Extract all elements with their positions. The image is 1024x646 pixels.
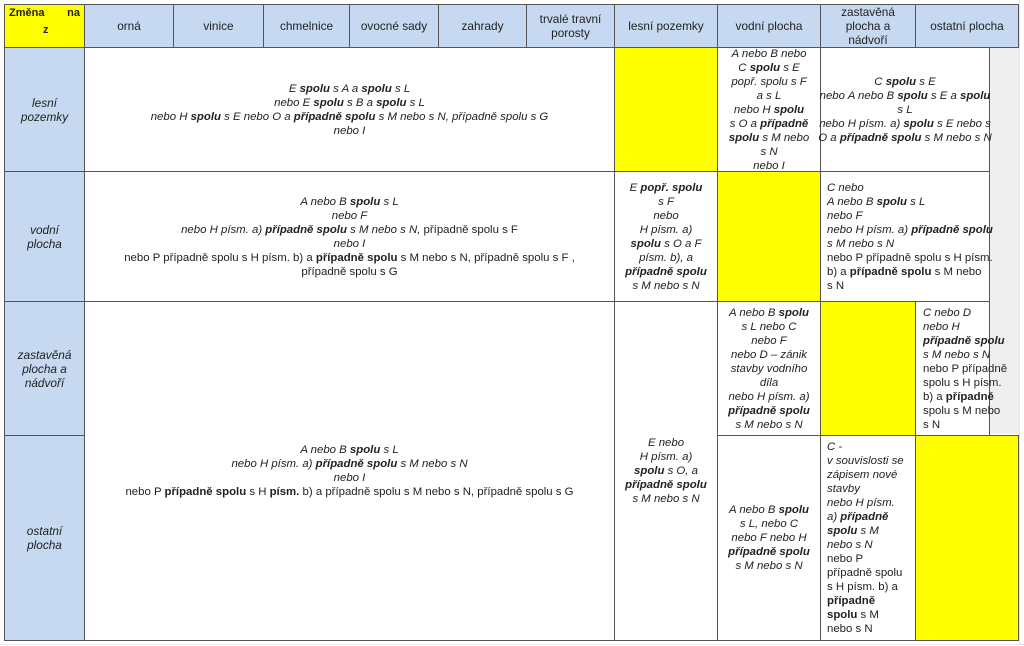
rule-text: C nebo D xyxy=(923,306,972,319)
rule-text: s O a F xyxy=(660,237,702,250)
rule-text: E xyxy=(629,181,641,194)
rule-text: případně xyxy=(945,390,994,403)
rule-line xyxy=(760,376,778,390)
rule-text: s M nebo s N xyxy=(735,560,803,572)
rule-text: s M nebo s N xyxy=(397,458,468,470)
column-header xyxy=(820,4,916,48)
rule-text: s O, a xyxy=(664,465,698,477)
rule-line xyxy=(827,622,873,636)
rule-text: zápisem nové xyxy=(827,469,898,481)
rule-text: s F xyxy=(658,195,674,208)
rule-text: spolu xyxy=(190,110,221,123)
rule-line xyxy=(827,440,842,454)
rule-text: spolu xyxy=(376,96,407,109)
rule-text: s M nebo s N xyxy=(921,131,992,144)
rule-line xyxy=(334,237,366,251)
rule-text: s N xyxy=(760,145,778,158)
rule-text: b) a případně spolu s M nebo s N, případně spolu s G xyxy=(299,486,574,498)
column-header-label: ovocné sady xyxy=(360,19,428,33)
rule-text: spolu xyxy=(749,61,781,74)
rule-text: spolu xyxy=(778,504,809,516)
rule-line xyxy=(818,131,991,145)
rule-text: s A a xyxy=(329,82,362,95)
rule-line xyxy=(639,251,693,265)
rule-line xyxy=(648,436,684,450)
rule-text: A nebo B nebo xyxy=(731,47,807,60)
rule-text: s B a xyxy=(343,96,377,109)
column-header xyxy=(526,4,615,48)
column-header-label: vinice xyxy=(203,19,234,33)
rule-text: nebo s N xyxy=(827,623,873,635)
rule-cell-water-to-built-other xyxy=(820,171,993,302)
rule-line xyxy=(124,251,575,265)
rule-text: s L, nebo C xyxy=(739,518,799,530)
rule-cell-built-to-other xyxy=(915,301,1008,436)
rule-text: případně spolu xyxy=(625,479,707,491)
rule-text: s N xyxy=(827,279,845,292)
rule-line xyxy=(923,404,1000,418)
rule-line xyxy=(731,348,807,362)
rule-text: v souvislosti se xyxy=(827,455,904,467)
rule-text: s L nebo C xyxy=(741,320,797,333)
rule-line xyxy=(738,61,799,75)
rule-text: nebo H xyxy=(733,103,774,116)
rule-text: s M xyxy=(857,609,879,621)
rule-line xyxy=(289,82,410,96)
rule-line xyxy=(827,608,879,622)
column-header-label: orná xyxy=(117,19,141,33)
rule-text: nebo xyxy=(653,209,679,222)
rule-text: popř. spolu xyxy=(640,181,703,194)
rule-line xyxy=(735,559,802,573)
rule-text: nebo H písm. a) xyxy=(728,390,810,403)
rule-text: b) a xyxy=(923,390,946,403)
rule-text: nebo I xyxy=(753,159,785,172)
rule-line xyxy=(653,209,678,223)
rule-line xyxy=(728,545,810,559)
rule-line xyxy=(923,334,1005,348)
rule-text: případně spolu xyxy=(839,131,922,144)
rule-line xyxy=(740,517,798,531)
rule-text: s E a xyxy=(927,89,960,102)
rule-text: s M nebo s N, případně spolu s F , xyxy=(397,251,575,264)
rule-text: s H písm. b) a xyxy=(827,581,898,593)
rule-text: nebo P xyxy=(125,486,165,498)
rule-cell-forest-to-built-other xyxy=(820,47,990,172)
rule-text: s H xyxy=(246,486,270,498)
rule-text: A nebo B xyxy=(729,504,779,516)
rule-text: s M xyxy=(857,525,879,537)
rule-text: stavby xyxy=(827,483,860,495)
rule-cell-forest-to-agricultural xyxy=(84,47,615,172)
rule-text: s M nebo s N xyxy=(827,237,895,250)
row-header xyxy=(4,47,85,172)
rule-line xyxy=(640,450,693,464)
rule-line xyxy=(730,117,809,131)
rule-line xyxy=(827,566,902,580)
rule-line xyxy=(729,131,809,145)
rule-line xyxy=(151,110,549,124)
rule-line xyxy=(729,306,809,320)
rule-text: nebo H písm. xyxy=(827,497,895,509)
rule-text: nebo H xyxy=(923,320,960,333)
rule-line xyxy=(640,223,693,237)
rule-line xyxy=(631,237,702,251)
rule-cell-other-to-water xyxy=(717,435,821,641)
rule-text: písm. xyxy=(269,486,300,498)
rule-line xyxy=(827,482,860,496)
rule-text: nebo I xyxy=(333,124,366,137)
rule-text: případně spolu xyxy=(849,265,932,278)
rule-text: spolu xyxy=(361,82,392,95)
rule-line xyxy=(827,580,898,594)
rule-line xyxy=(625,478,707,492)
column-header xyxy=(84,4,174,48)
rule-text: stavby vodního xyxy=(730,362,808,375)
rule-line xyxy=(827,265,981,279)
rule-text: spolu xyxy=(903,117,934,130)
rule-line xyxy=(923,320,960,334)
column-header-label: chmelnice xyxy=(279,19,334,33)
row-header-label: ostatní plocha xyxy=(26,524,63,552)
rule-text: s E xyxy=(916,75,936,88)
rule-cell-built-to-water xyxy=(717,301,821,436)
corner-label-to: na xyxy=(67,7,80,19)
column-header xyxy=(915,4,1019,48)
rule-line xyxy=(874,75,935,89)
row-header-label: zastavěná plocha a nádvoří xyxy=(17,347,72,390)
rule-text: E xyxy=(288,82,300,95)
column-header xyxy=(349,4,439,48)
rule-cell-water-to-forest xyxy=(614,171,718,302)
rule-text: s L xyxy=(380,444,399,456)
rule-text: s M nebo s N xyxy=(632,493,700,505)
rule-line xyxy=(632,492,699,506)
rule-line xyxy=(728,390,809,404)
rule-line xyxy=(827,195,925,209)
rule-line xyxy=(827,181,864,195)
rule-line xyxy=(334,124,366,138)
gridline xyxy=(0,644,1024,645)
rule-line xyxy=(274,96,425,110)
rule-line xyxy=(819,117,991,131)
rule-line xyxy=(300,195,398,209)
rule-line xyxy=(729,503,809,517)
rule-text: a) xyxy=(827,511,841,523)
rule-text: C xyxy=(738,61,750,74)
column-header-label: ostatní plocha xyxy=(930,19,1004,33)
rule-line xyxy=(923,376,1002,390)
rule-line xyxy=(728,404,810,418)
rule-text: spolu xyxy=(897,89,928,102)
rule-line xyxy=(827,454,904,468)
rule-text: C - xyxy=(827,441,843,453)
rule-text: případně xyxy=(827,595,876,607)
rule-text: spolu xyxy=(728,131,760,144)
rule-text: nebo F xyxy=(827,209,863,222)
rule-text: případně spolu s G xyxy=(301,265,398,278)
rule-line xyxy=(897,103,912,117)
corner-label-from: z xyxy=(43,24,49,36)
rule-text: spolu xyxy=(299,82,330,95)
rule-text: spolu xyxy=(349,195,381,208)
highlight-cell xyxy=(717,171,821,302)
rule-text: případně spolu xyxy=(911,223,993,236)
rule-text: s L xyxy=(897,103,913,116)
rule-text: spolu xyxy=(313,96,344,109)
rule-text: spolu xyxy=(778,306,809,319)
rule-line xyxy=(827,510,888,524)
rule-text: nebo I xyxy=(333,237,366,250)
column-header-label: trvalé travní porosty xyxy=(539,12,602,40)
rule-text: případně spolu xyxy=(728,404,810,417)
rule-text: E nebo xyxy=(647,437,685,449)
rule-line xyxy=(181,223,518,237)
rule-line xyxy=(125,485,573,499)
highlight-cell xyxy=(614,47,718,172)
rule-text: písm. b), a xyxy=(639,251,693,264)
rule-line xyxy=(731,531,806,545)
column-header xyxy=(717,4,821,48)
rule-line xyxy=(332,209,367,223)
rule-text: a s L xyxy=(756,89,782,102)
rule-line xyxy=(827,279,844,293)
rule-text: nebo E xyxy=(274,96,314,109)
rule-text: případně spolu xyxy=(923,334,1005,347)
rule-line xyxy=(827,223,993,237)
rule-line xyxy=(827,251,993,265)
rule-text: případně spolu xyxy=(315,458,398,470)
rule-line xyxy=(731,362,808,376)
rule-line xyxy=(632,279,699,293)
rule-text: případně spolu xyxy=(293,110,376,123)
rule-text: nebo H písm. a) xyxy=(181,223,266,236)
rule-text: s L xyxy=(406,96,425,109)
rule-text: s M nebo xyxy=(931,265,982,278)
rule-text: nebo H písm. a) xyxy=(231,458,316,470)
rule-text: nebo s N xyxy=(827,539,873,551)
rule-cell-water-to-agricultural xyxy=(84,171,615,302)
rule-line xyxy=(827,524,879,538)
rule-text: s L xyxy=(380,195,399,208)
rule-text: A nebo B xyxy=(729,306,779,319)
column-header-label: zahrady xyxy=(461,19,504,33)
rule-text: spolu s H písm. xyxy=(923,376,1002,389)
rule-line xyxy=(658,195,674,209)
column-header-label: lesní pozemky xyxy=(628,19,704,33)
rule-text: A nebo B xyxy=(827,195,877,208)
rule-line xyxy=(231,457,467,471)
rule-text: nebo H písm. a) xyxy=(819,117,904,130)
rule-text: spolu xyxy=(827,609,858,621)
rule-text: popř. spolu s F xyxy=(731,75,807,88)
rule-line xyxy=(827,552,863,566)
rule-line xyxy=(820,89,991,103)
highlight-cell xyxy=(915,435,1019,641)
rule-text: případně spolu xyxy=(827,567,903,579)
rule-text: případně spolu xyxy=(265,223,347,236)
rule-text: s N xyxy=(923,418,941,431)
rule-text: spolu xyxy=(634,465,665,477)
rule-text: H písm. a) xyxy=(639,223,693,236)
column-header xyxy=(614,4,718,48)
corner-cell xyxy=(4,4,85,48)
rule-text: O a xyxy=(818,131,840,144)
rule-text: C xyxy=(874,75,886,88)
rule-line xyxy=(735,418,802,432)
rule-text: spolu xyxy=(960,89,991,102)
rule-line xyxy=(625,265,707,279)
rule-text: s M nebo xyxy=(759,131,810,144)
row-header xyxy=(4,301,85,436)
rule-text: nebo P případně spolu s H písm. b) a xyxy=(124,251,316,264)
rule-text: nebo D – zánik xyxy=(731,348,807,361)
rule-line xyxy=(734,103,804,117)
rule-line xyxy=(630,181,703,195)
rule-text: A nebo B xyxy=(300,444,350,456)
rule-line xyxy=(742,320,797,334)
rule-text: s L xyxy=(906,195,926,208)
rule-line xyxy=(827,209,862,223)
rule-line xyxy=(923,306,971,320)
column-header xyxy=(263,4,350,48)
rule-text: b) a xyxy=(827,265,850,278)
rule-text: případně spolu xyxy=(315,251,398,264)
rule-line xyxy=(301,265,397,279)
rule-line xyxy=(757,89,782,103)
rule-cell-forest-to-water xyxy=(717,47,821,172)
rule-text: s M nebo s N xyxy=(923,348,991,361)
rule-line xyxy=(923,390,994,404)
row-header xyxy=(4,171,85,302)
rule-text: spolu xyxy=(885,75,917,88)
rule-text: nebo H xyxy=(150,110,191,123)
highlight-cell xyxy=(820,301,916,436)
rule-text: s M nebo s N xyxy=(735,418,803,431)
rule-text: A nebo B xyxy=(300,195,350,208)
row-header xyxy=(4,435,85,641)
rule-text: s L xyxy=(391,82,411,95)
rule-text: nebo H písm. a) xyxy=(827,223,912,236)
rule-text: s E nebo s xyxy=(933,117,991,130)
rule-text: spolu xyxy=(349,444,381,456)
rule-text: spolu xyxy=(630,237,661,250)
rule-text: nebo F xyxy=(331,209,368,222)
rule-text: nebo P xyxy=(827,553,864,565)
rule-text: C nebo xyxy=(827,181,864,194)
rule-text: s O a xyxy=(729,117,761,130)
rule-line xyxy=(732,47,807,61)
corner-label-change: Změna xyxy=(9,7,45,19)
rule-text: případně spolu xyxy=(625,265,707,278)
rule-text: s E xyxy=(780,61,800,74)
column-header-label: zastavěná plocha a nádvoří xyxy=(841,5,895,47)
rule-line xyxy=(760,145,777,159)
rule-cell-built-other-to-forest xyxy=(614,301,718,641)
gridline xyxy=(1019,0,1020,646)
rule-cell-other-to-built xyxy=(820,435,916,641)
rule-line xyxy=(731,75,806,89)
rule-cell-built-other-to-agricultural xyxy=(84,301,615,641)
rule-line xyxy=(923,418,940,432)
rule-line xyxy=(827,538,873,552)
rule-line xyxy=(827,237,894,251)
rule-line xyxy=(827,496,895,510)
row-header-label: lesní pozemky xyxy=(20,95,69,124)
rule-text: spolu xyxy=(827,525,858,537)
rule-text: spolu xyxy=(876,195,907,208)
rule-text: nebo I xyxy=(333,472,366,484)
rule-line xyxy=(300,443,398,457)
rule-text: s M nebo s N xyxy=(632,279,700,292)
rule-text: nebo P případně spolu s H písm. xyxy=(827,251,993,264)
rule-line xyxy=(634,464,698,478)
rule-line xyxy=(334,471,366,485)
rule-text: s M nebo s N, xyxy=(346,223,424,236)
rule-line xyxy=(827,468,897,482)
row-header-label: vodní plocha xyxy=(27,222,62,251)
rule-text: nebo F xyxy=(751,334,787,347)
rule-text: spolu xyxy=(773,103,805,116)
rule-text: s M nebo s N, případně spolu s G xyxy=(375,110,549,123)
rule-line xyxy=(827,594,875,608)
rule-text: případně xyxy=(840,511,889,523)
rule-text: nebo P případně xyxy=(923,362,1008,375)
rule-line xyxy=(751,334,786,348)
rule-text: případně spolu xyxy=(164,486,247,498)
rule-text: spolu s M nebo xyxy=(923,404,1001,417)
rule-text: nebo F nebo H xyxy=(731,532,807,544)
rule-line xyxy=(923,362,1007,376)
rule-text: s E nebo O a xyxy=(220,110,294,123)
rule-text: případně spolu s F xyxy=(423,223,518,236)
column-header-label: vodní plocha xyxy=(735,19,803,33)
rule-text: H písm. a) xyxy=(639,451,693,463)
rule-text: případně xyxy=(760,117,809,130)
column-header xyxy=(173,4,264,48)
rule-text: nebo A nebo B xyxy=(819,89,898,102)
rule-line xyxy=(923,348,990,362)
column-header xyxy=(438,4,527,48)
rule-text: díla xyxy=(759,376,779,389)
rule-text: případně spolu xyxy=(728,546,810,558)
